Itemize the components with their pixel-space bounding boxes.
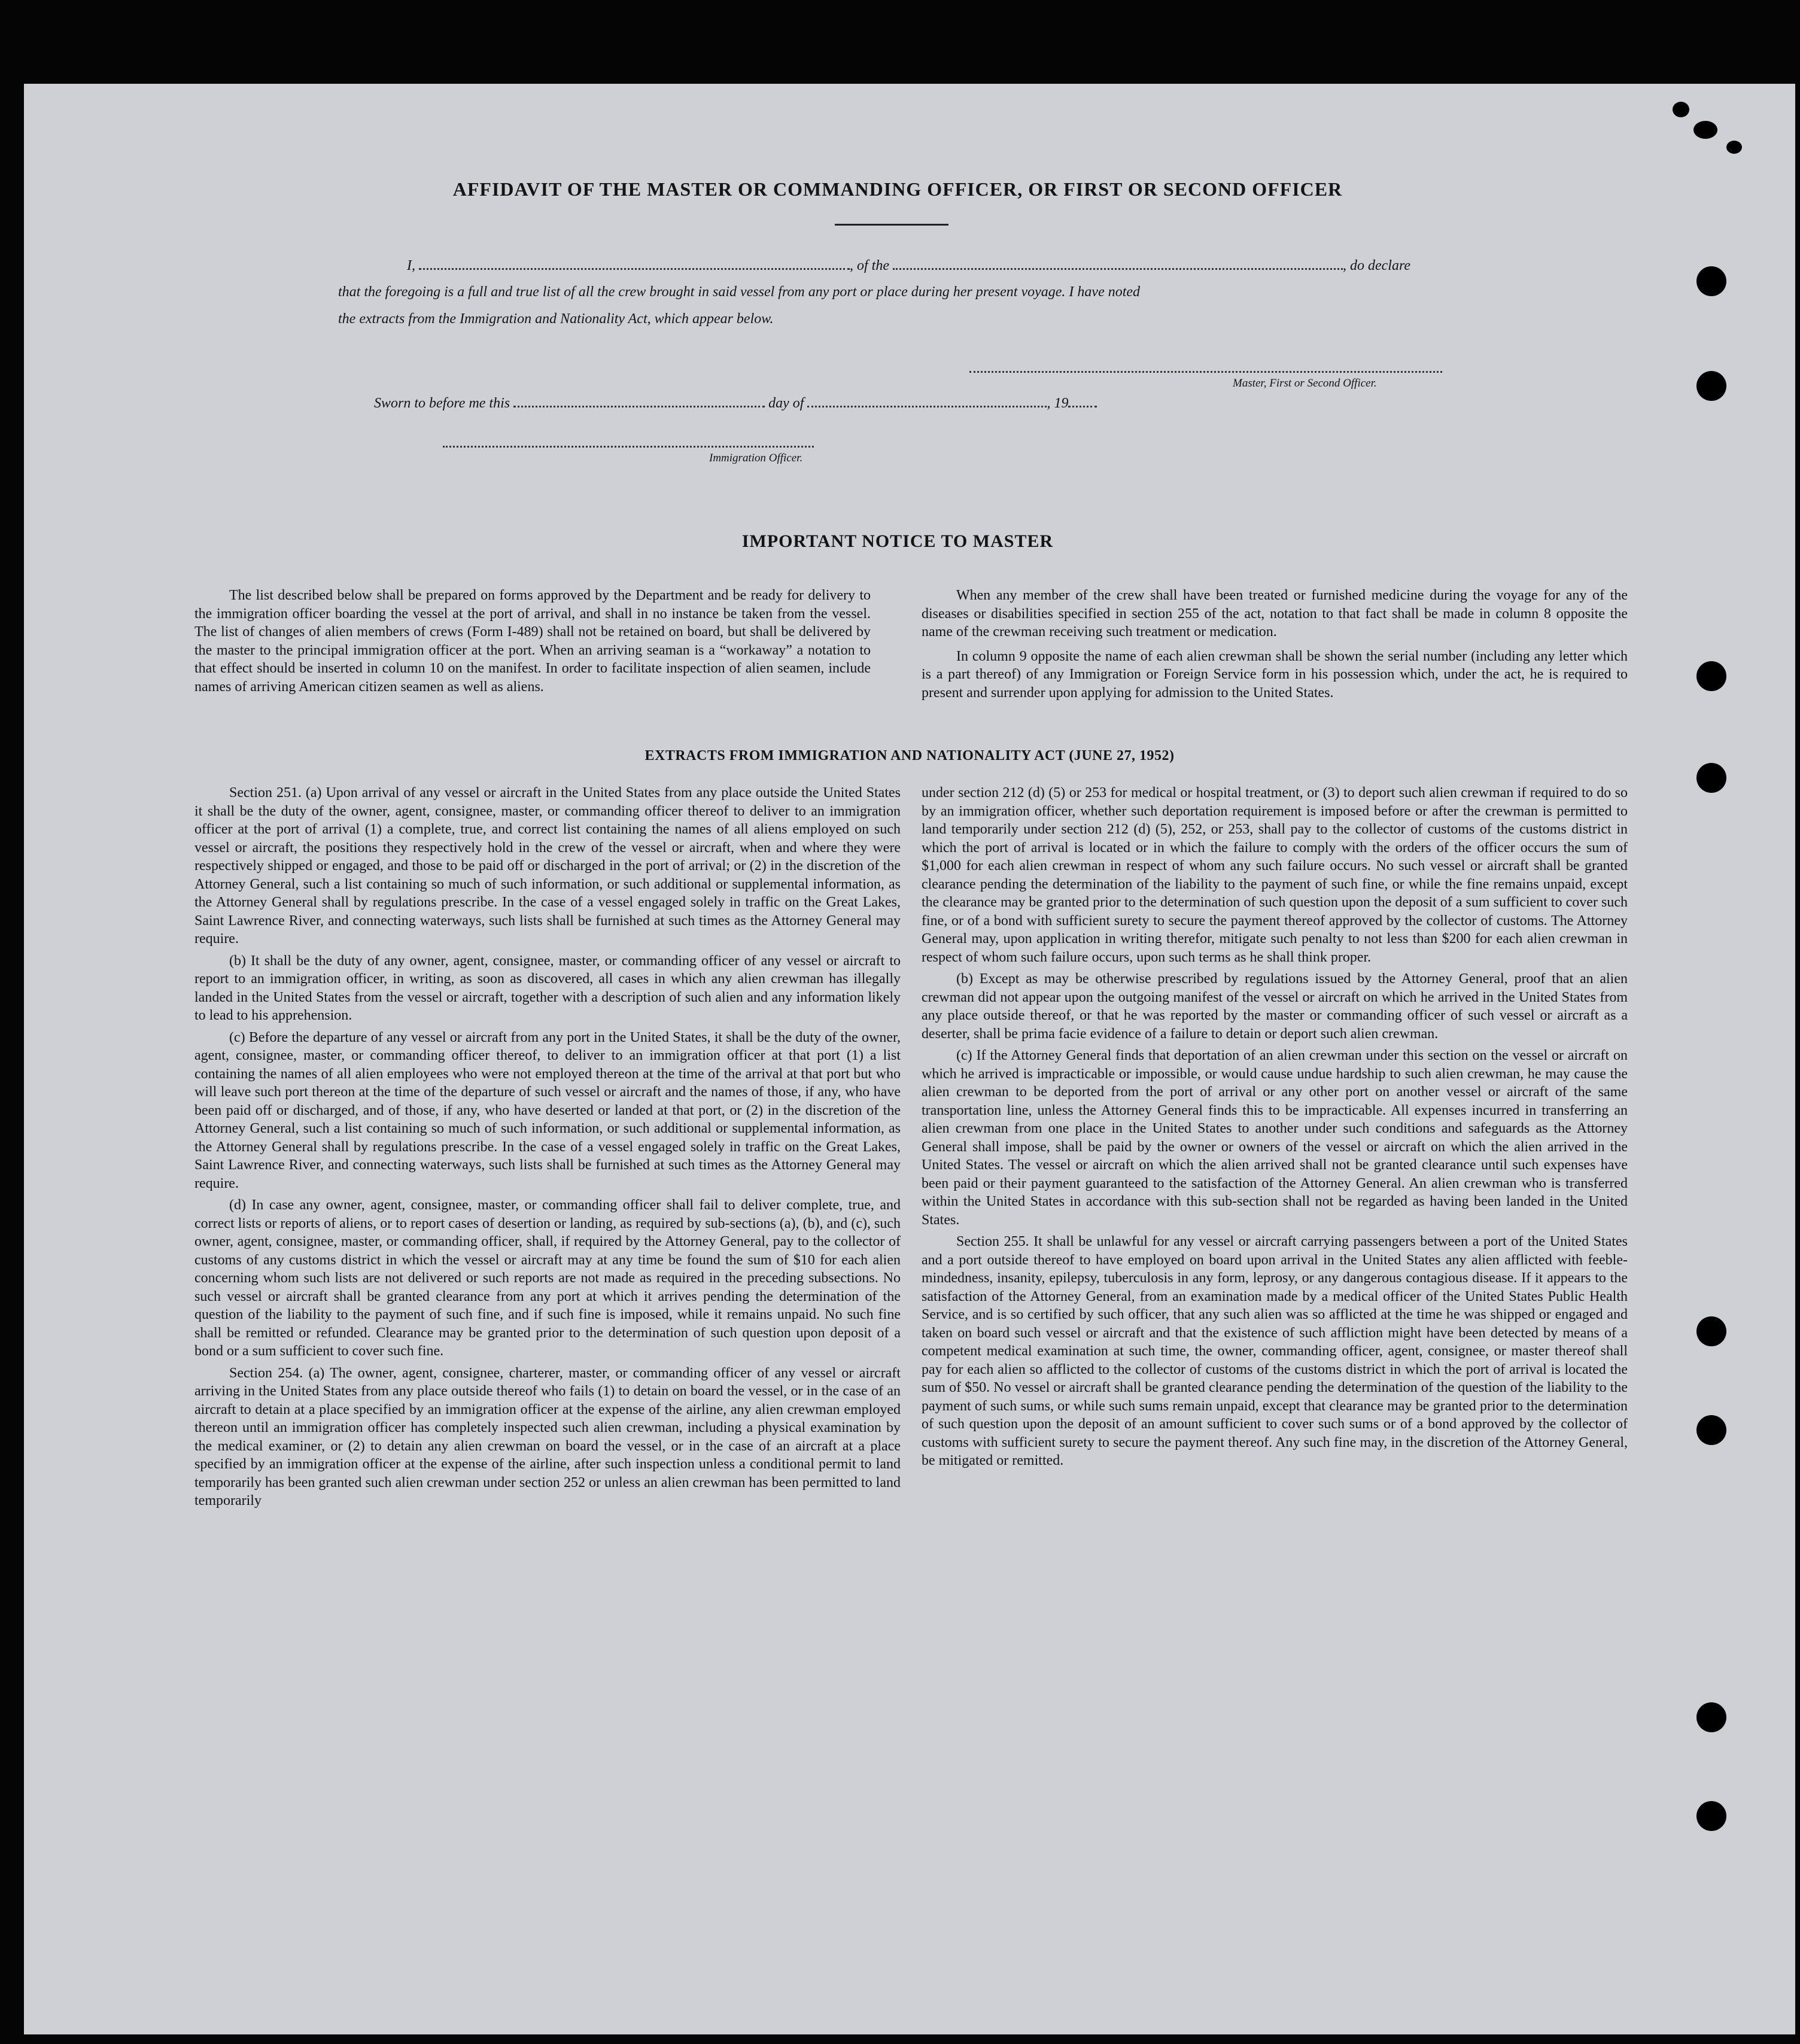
notice-left-paragraph: The list described below shall be prepared on forms approved by the Department and be ready for delivery to the immigration officer boarding the vessel at the port of arrival, and shall in no instance be taken from the vessel. The list of changes of alien members of crews (Form I-489) shall not be retained on board, but shall be delivered by the master to the principal immigration officer at the port. When an arriving seaman is a “workaway” a notation to that effect should be inserted in column 10 on the manifest. In order to facilitate inspection of alien seamen, include names of arriving American citizen seamen as well as aliens. [194,588,871,695]
year-label: , 19 [1047,396,1069,411]
punch-hole [1696,1702,1726,1732]
master-signature-field[interactable] [969,371,1442,373]
punch-hole [1696,1415,1726,1445]
notice-right-paragraph-1: When any member of the crew shall have been treated or furnished medicine during the voyage for any of the diseases or disabilities specified in section 255 of the act, notation to that fact shall be made in column 8 opposite the name of the crewman receiving such treatment or medication. [922,588,1628,640]
vessel-field[interactable] [893,257,1343,270]
declare-label: , do declare [1343,258,1411,273]
punch-hole [1696,1801,1726,1831]
section-251d: (d) In case any owner, agent, consignee, master, or commanding officer shall fail to deliver complete, true, and correct lists or reports of aliens, or to report cases of desertion or landing, as required by sub-sections (a), (b), and (c), such owner, agent, consignee, master, or commanding officer, shall, if required by the Attorney General, pay to the collector of customs of any customs district in which the vessel or aircraft may at any time be found the sum of $10 for each alien concerning whom such lists are not delivered or such reports are not made as required in the preceding subsections. No such vessel or aircraft shall be granted clearance from any port at which it arrives pending the determination of the question of the liability to the payment of such fine, and if such fine is imposed, while it remains unpaid. No such fine shall be remitted or refunded. Clearance may be granted prior to the determination of such question upon deposit of a bond or a sum sufficient to cover such fine. [194,1197,901,1359]
section-254a: Section 254. (a) The owner, agent, consignee, charterer, master, or commanding officer of any vessel or aircraft arriving in the United States from any place outside thereof who fails (1) to detain on board the vessel, or in the case of an aircraft to detain at a place specified by an immigration officer at the expense of the airline, any alien crewman employed thereon until an immigration officer has completely inspected such alien crewman, including a physical examination by the medical examiner, or (2) to detain any alien crewman on board the vessel, or in the case of an aircraft at a place specified by an immigration officer at the expense of the airline, after such inspection unless a conditional permit to land temporarily has been granted such alien crewman under section 252 or unless an alien crewman has been permitted to land temporarily [194,1365,901,1508]
punch-hole [1696,371,1726,401]
section-254a-continued: under section 212 (d) (5) or 253 for medical or hospital treatment, or (3) to deport such alien crewman if required to do so by an immigration officer, whether such deportation requirement is imposed before or after the crewman is permitted to land temporarily under section 212 (d) (5), 252, or 253, shall pay to the collector of customs of the customs district in which the port of arrival is located or in which the failure to comply with the orders of the officer occurs the sum of $1,000 for each alien crewman in respect of whom any such failure occurs. No such vessel or aircraft shall be granted clearance pending the determination of the liability to the payment of such fine, or while the fine remains unpaid, except the clearance may be granted prior to the determination of such question upon the deposit of a sum sufficient to cover such fine, or of a bond with sufficient surety to secure the payment thereof approved by the collector of customs. The Attorney General may, upon application in writing therefor, mitigate such penalty to not less than $200 for each alien crewman in respect of whom such failure occurs, upon such terms as he shall think proper. [922,785,1628,965]
section-254c: (c) If the Attorney General finds that deportation of an alien crewman under this section on the vessel or aircraft on which he arrived is impracticable or impossible, or would cause undue hardship to such alien crewman, he may cause the alien crewman to be deported from the port of arrival or any other port on another vessel or aircraft of the same transportation line, unless the Attorney General finds this to be impracticable. All expenses incurred in transferring an alien crewman from one place in the United States to another under such conditions and safeguards as the Attorney General shall impose, shall be paid by the owner or owners of the vessel or aircraft on which the alien arrived in the United States. The vessel or aircraft on which the alien arrived shall not be granted clearance until such expenses have been paid or their payment guaranteed to the satisfaction of the Attorney General. An alien crewman who is transferred within the United States in accordance with this sub-section shall not be regarded as having been landed in the United States. [922,1048,1628,1228]
day-of-label: day of [768,396,804,411]
sworn-label: Sworn to before me this [374,396,510,411]
affidavit-title: AFFIDAVIT OF THE MASTER OR COMMANDING OFFICER, OR FIRST OR SECOND OFFICER [452,178,1343,200]
extracts-left-column [194,784,901,1514]
title-rule [835,224,948,226]
corner-mark [1673,102,1689,117]
sworn-year-field[interactable] [1068,395,1097,407]
document-page [24,84,1795,2034]
officer-signature-field[interactable] [443,446,814,448]
sworn-line [374,395,1097,412]
section-251b: (b) It shall be the duty of any owner, agent, consignee, master, or commanding officer of any vessel or aircraft to report to an immigration officer, in writing, as soon as discovered, all cases in which any alien crewman has illegally landed in the United States from the vessel or aircraft, together with a description of such alien and any information likely to lead to his apprehension. [194,953,901,1023]
punch-hole [1696,266,1726,296]
section-255: Section 255. It shall be unlawful for any vessel or aircraft carrying passengers between a port of the United States and a port outside thereof to have employed on board upon arrival in the United States any alien afflicted with feeble-mindedness, insanity, epilepsy, tuberculosis in any form, leprosy, or any dangerous contagious disease. If it appears to the satisfaction of the Attorney General, from an examination made by a medical officer of the United States Public Health Service, and is so certified by such officer, that any such alien was so afflicted at the time he was shipped or engaged and taken on board such vessel or aircraft and that the existence of such affliction might have been detected by means of a competent medical examination at such time, the owner, commanding officer, agent, consignee, or master thereof shall pay for each alien so afflicted to the collector of customs of the customs district in which the port of arrival is located the sum of $50. No vessel or aircraft shall be granted clearance pending the determination of the question of the liability to the payment of such sums, or while such sums remain unpaid, except that clearance may be granted prior to the determination of such question upon the deposit of an amount sufficient to cover such sums or of a bond approved by the collector of customs with sufficient surety to secure the payment thereof. Any such fine may, in the discretion of the Attorney General, be mitigated or remitted. [922,1234,1628,1468]
master-caption: Master, First or Second Officer. [1233,377,1377,390]
sworn-month-field[interactable] [807,395,1047,407]
extracts-right-column [922,784,1628,1474]
extracts-title: EXTRACTS FROM IMMIGRATION AND NATIONALITY ACT (JUNE 27, 1952) [644,748,1175,764]
corner-mark [1726,141,1742,154]
notice-left-column [194,586,871,699]
punch-hole [1696,1316,1726,1346]
sworn-day-field[interactable] [513,395,765,407]
corner-mark [1693,121,1717,139]
declaration-line-2: the extracts from the Immigration and Nationality Act, which appear below. [338,311,774,327]
section-251a: Section 251. (a) Upon arrival of any vessel or aircraft in the United States from any place outside the United States it shall be the duty of the owner, agent, consignee, master, or commanding officer thereof to deliver to an immigration officer at the port of arrival (1) a complete, true, and correct list containing the names of all aliens employed on such vessel or aircraft, the positions they respectively hold in the crew of the vessel or aircraft, when and where they were respectively shipped or engaged, and those to be paid off or discharged in the port of arrival; or (2) in the discretion of the Attorney General, such a list containing so much of such information, or such additional or supplemental information, as the Attorney General shall by regulations prescribe. In the case of a vessel engaged solely in traffic on the Great Lakes, Saint Lawrence River, and connecting waterways, such lists shall be furnished at such times as the Attorney General may require. [194,785,901,947]
officer-caption: Immigration Officer. [709,452,803,464]
declarant-line [407,257,1410,274]
i-label: I, [407,258,415,273]
punch-hole [1696,661,1726,691]
section-254b: (b) Except as may be otherwise prescribed by regulations issued by the Attorney General, proof that an alien crewman did not appear upon the outgoing manifest of the vessel or aircraft on which he arrived in the United States from any place outside thereof, or that he was reported by the master or commanding officer of such vessel or aircraft as a deserter, shall be prima facie evidence of a failure to detain or deport such alien crewman. [922,971,1628,1042]
section-251c: (c) Before the departure of any vessel or aircraft from any port in the United States, it shall be the duty of the owner, agent, consignee, master, or commanding officer thereof, to deliver to an immigration officer at that port (1) a list containing the names of all alien employees who were not employed thereon at the time of the arrival at that port but who will leave such port thereon at the time of the departure of such vessel or aircraft and the names of those, if any, who have been paid off or discharged, and of those, if any, who have deserted or landed at that port, or (2) in the discretion of the Attorney General, such a list containing so much of such information, or such additional or supplemental information, as the Attorney General shall by regulations prescribe. In the case of a vessel engaged solely in traffic on the Great Lakes, Saint Lawrence River, and connecting waterways, such lists shall be furnished at such times as the Attorney General may require. [194,1029,901,1191]
declaration-line-1: that the foregoing is a full and true list of all the crew brought in said vessel from any port or place during her present voyage. I have noted [338,284,1141,300]
punch-hole [1696,763,1726,793]
of-the-label: , of the [850,258,889,273]
name-field[interactable] [419,257,850,270]
notice-right-column [922,586,1628,705]
notice-right-paragraph-2: In column 9 opposite the name of each alien crewman shall be shown the serial number (including any letter which is a part thereof) of any Immigration or Foreign Service form in his possession which, under the act, he is required to present and surrender upon applying for admission to the United States. [922,648,1628,701]
notice-title: IMPORTANT NOTICE TO MASTER [741,531,1054,551]
